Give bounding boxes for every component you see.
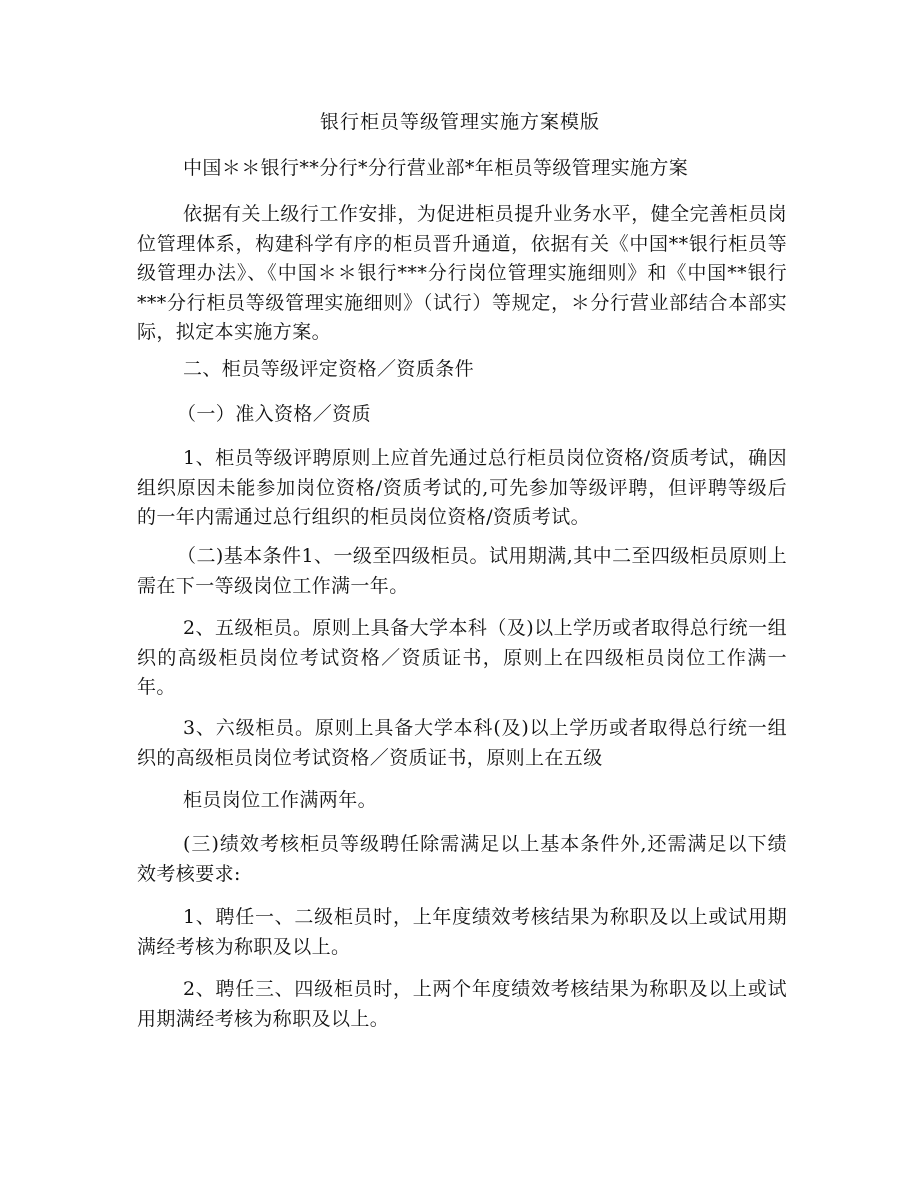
paragraph-level-3-4: 2、聘任三、四级柜员时，上两个年度绩效考核结果为称职及以上或试用期满经考核为称职及以上。 (137, 978, 787, 1030)
paragraph-level-6-cont: 柜员岗位工作满两年。 (183, 789, 378, 811)
section-heading-2: 二、柜员等级评定资格／资质条件 (183, 358, 475, 380)
paragraph-level-1-2: 1、聘任一、二级柜员时，上年度绩效考核结果为称职及以上或试用期满经考核为称职及以上。 (137, 906, 787, 958)
paragraph-admission: 1、柜员等级评聘原则上应首先通过总行柜员岗位资格/资质考试，确因组织原因未能参加岗位资格/资质考试的,可先参加等级评聘，但评聘等级后的一年内需通过总行组织的柜员岗位资格/资质考试。 (137, 447, 787, 528)
document-title: 银行柜员等级管理实施方案模版 (319, 111, 600, 133)
paragraph-intro: 依据有关上级行工作安排，为促进柜员提升业务水平，健全完善柜员岗位管理体系，构建科学有序的柜员晋升通道，依据有关《中国**银行柜员等级管理办法》、《中国＊＊银行***分行岗位管理实施细则》和《中国**银行***分行柜员等级管理实施细则》（试行）等规定，＊分行营业部结合本部实际，拟定本实施方案。 (137, 203, 787, 343)
paragraph-performance: (三)绩效考核柜员等级聘任除需满足以上基本条件外,还需满足以下绩效考核要求: (137, 833, 787, 885)
paragraph-basic-conditions: （二)基本条件1、一级至四级柜员。试用期满,其中二至四级柜员原则上需在下一等级岗位工作满一年。 (137, 545, 787, 597)
paragraph-level-6: 3、六级柜员。原则上具备大学本科(及)以上学历或者取得总行统一组织的高级柜员岗位考试资格／资质证书，原则上在五级 (137, 717, 787, 769)
paragraph-level-5: 2、五级柜员。原则上具备大学本科（及)以上学历或者取得总行统一组织的高级柜员岗位考试资格／资质证书，原则上在四级柜员岗位工作满一年。 (137, 617, 787, 698)
subsection-heading-1: （一）准入资格／资质 (177, 403, 372, 425)
document-subtitle: 中国＊＊银行**分行*分行营业部*年柜员等级管理实施方案 (183, 157, 689, 179)
